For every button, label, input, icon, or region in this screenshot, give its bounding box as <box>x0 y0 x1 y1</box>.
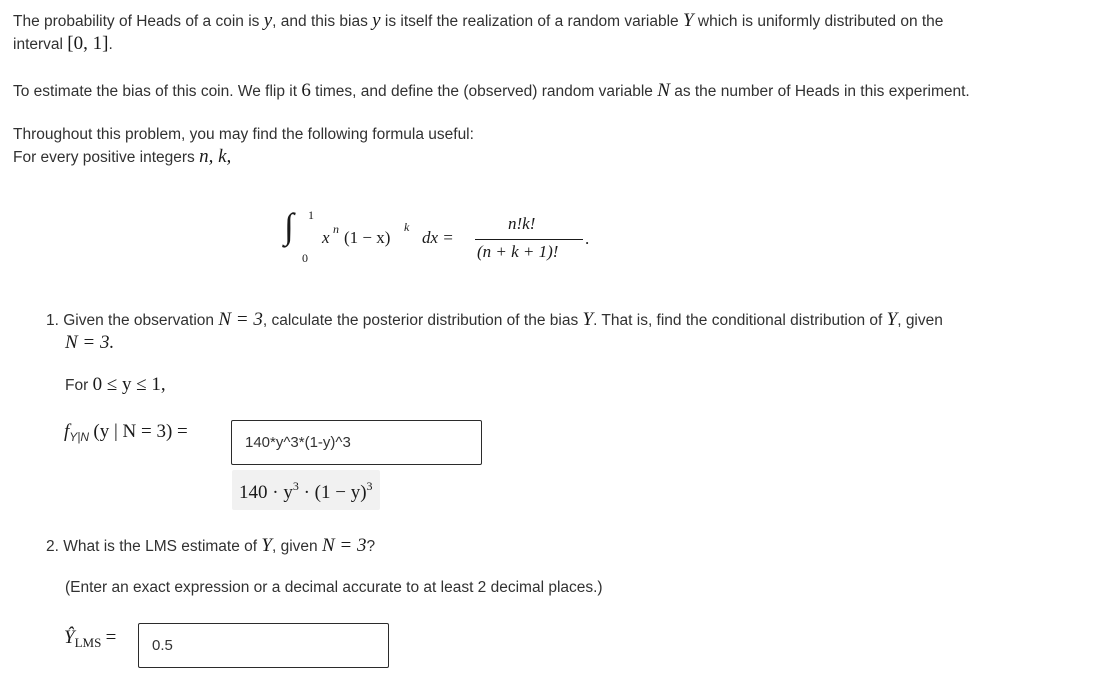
intro-text: which is uniformly distributed on the <box>697 13 944 30</box>
flip-text: To estimate the bias of this coin. We flip it <box>13 83 298 100</box>
math-args: (y | N = 3) = <box>93 421 188 442</box>
math-Y-hat: Ŷ <box>64 627 75 648</box>
math-var-N: N <box>657 80 670 101</box>
math-condition: N = 3 <box>321 535 367 556</box>
formula-intro-text: For every positive integers <box>13 149 195 166</box>
math-vars-nk: n, k, <box>199 146 232 167</box>
formula-intro-text: Throughout this problem, you may find the following formula useful: <box>13 126 474 143</box>
exponent-k: k <box>404 220 410 234</box>
fraction-numerator: n!k! <box>508 214 536 233</box>
math-condition: N = 3 <box>218 309 263 330</box>
formula-period: . <box>585 229 590 248</box>
math-var-Y: Y <box>683 10 694 31</box>
math-equals: = <box>105 627 117 648</box>
question-number: 2. <box>46 538 59 555</box>
posterior-lhs <box>64 421 188 444</box>
integrand-x: x <box>322 228 330 247</box>
math-var-y: y <box>263 10 273 31</box>
math-subscript: Y|N <box>69 430 90 444</box>
integral-lower-limit: 0 <box>302 251 308 265</box>
question-2 <box>46 535 375 557</box>
math-var-y: y <box>372 10 381 31</box>
preview-term: 140 · y <box>239 482 293 503</box>
intro-text: is itself the realization of a random variable <box>384 13 679 30</box>
math-var-Y: Y <box>886 309 898 330</box>
flip-text: times, and define the (observed) random variable <box>315 83 653 100</box>
preview-exponent: 3 <box>366 479 373 493</box>
question-text: . That is, find the conditional distribution of <box>593 312 883 329</box>
preview-expression <box>239 479 373 504</box>
question-text: What is the LMS estimate of <box>63 538 258 555</box>
range-statement <box>65 374 166 396</box>
preview-term: · (1 − y) <box>298 482 367 503</box>
question-text: ? <box>366 538 376 555</box>
math-condition: N = 3. <box>65 332 115 353</box>
answer-preview <box>232 470 380 510</box>
formula-intro <box>13 124 474 169</box>
integral-dx: dx = <box>422 228 454 247</box>
question-text: , given <box>271 538 318 555</box>
question-1 <box>46 309 943 355</box>
intro-paragraph <box>13 10 1093 56</box>
math-range: 0 ≤ y ≤ 1, <box>92 374 166 395</box>
math-var-Y: Y <box>582 309 594 330</box>
question-text: , calculate the posterior distribution of the bias <box>262 312 579 329</box>
posterior-answer-input[interactable] <box>231 420 482 465</box>
question-number: 1. <box>46 312 59 329</box>
integrand-paren: (1 − x) <box>344 228 391 247</box>
math-interval: [0, 1] <box>67 33 109 54</box>
preview-exponent: 3 <box>292 479 299 493</box>
range-label: For <box>65 377 89 394</box>
intro-text: . <box>108 36 113 53</box>
flip-text: as the number of Heads in this experiment. <box>674 83 970 100</box>
math-f: f <box>64 421 70 442</box>
fraction-denominator: (n + k + 1)! <box>477 242 559 261</box>
intro-text: The probability of Heads of a coin is <box>13 13 260 30</box>
hint-text: (Enter an exact expression or a decimal accurate to at least 2 decimal places.) <box>65 579 603 596</box>
flip-paragraph <box>13 80 970 103</box>
integral-upper-limit: 1 <box>308 208 314 222</box>
exponent-n: n <box>333 222 339 236</box>
intro-text: , and this bias <box>272 13 368 30</box>
fraction-bar <box>475 239 583 240</box>
lms-lhs <box>64 627 116 651</box>
question-text: , given <box>897 312 943 329</box>
intro-text: interval <box>13 36 63 53</box>
math-flip-count: 6 <box>301 80 311 101</box>
math-subscript-lms: LMS <box>74 635 102 650</box>
math-var-Y: Y <box>261 535 272 556</box>
integral-sign: ∫ <box>284 206 294 246</box>
lms-answer-input[interactable] <box>138 623 389 668</box>
question-text: Given the observation <box>63 312 215 329</box>
